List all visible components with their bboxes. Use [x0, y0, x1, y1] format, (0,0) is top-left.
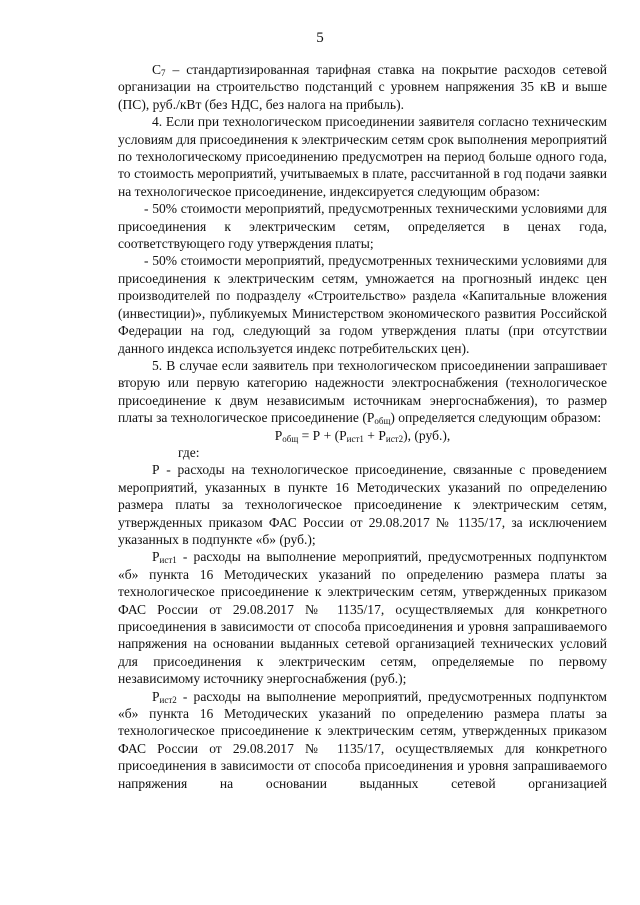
paragraph-item-4: 4. Если при технологическом присоединении заявителя согласно техническим условиям для присоединения к электрическим сетям срок выполнения мероприятий по технологическому присоединению предусмотрен на период больше одного года, то стоимость мероприятий, учитываемых в плате, рассчитанной в год подачи заявки на технологическое присоединение, индексируется следующим образом:: [118, 114, 607, 199]
formula-subscript-2: ист2: [385, 433, 404, 444]
p-ist2-subscript: ист2: [159, 694, 177, 705]
definition-p-ist2: [118, 688, 607, 792]
c7-text: – стандартизированная тарифная ставка на покрытие расходов сетевой организации на строительство подстанций с уровнем напряжения 35 кВ и выше (ПС), руб./кВт (без НДС, без налога на прибыль).: [118, 62, 607, 112]
p-ist2-symbol: Р: [152, 688, 160, 704]
where-label: где:: [178, 444, 200, 460]
formula-mid: = Р + (Р: [298, 427, 347, 443]
definition-p: Р - расходы на технологическое присоединение, связанные с проведением мероприятий, указанных в пункте 16 Методических указаний по определению размера платы за технологическое присоединение к электрическим сетям, утвержденных приказом ФАС России от 29.08.2017 № 1135/17, за исключением указанных в подпункте «б» (руб.);: [118, 462, 607, 547]
formula-tail: ), (руб.),: [403, 427, 451, 443]
p-ist2-text: - расходы на выполнение мероприятий, предусмотренных подпунктом «б» пункта 16 Методических указаний по определению размера платы за технологическое присоединение к электрическим сетям, утвержденных приказом ФАС России от 29.08.2017 № 1135/17, осуществляемых для конкретного присоединения в зависимости от способа присоединения и уровня запрашиваемого напряжения на основании выданных сетевой организацией: [118, 688, 607, 791]
paragraph-item-5: [118, 357, 607, 427]
formula: [118, 427, 607, 444]
definition-p-ist1: [118, 548, 607, 687]
item5-text-end: ) определяется следующим образом:: [390, 410, 602, 426]
formula-lhs: Р: [274, 427, 283, 443]
paragraph-item-4-bullet-2: - 50% стоимости мероприятий, предусмотренных техническими условиями для присоединения к электрическим сетям, умножается на прогнозный индекс цен производителей по подразделу «Строительство» раздела «Капитальные вложения (инвестиции)», публикуемых Министерством экономического развития Российской Федерации на год, следующий за годом утверждения платы (при отсутствии данного индекса используется индекс потребительских цен).: [118, 253, 607, 356]
item5-text: 5. В случае если заявитель при технологическом присоединении запрашивает вторую или первую категорию надежности электроснабжения (технологическое присоединение к двум независимым источникам энергоснабжения), то размер платы за технологическое присоединение (Р: [118, 357, 607, 426]
p-ist1-subscript: ист1: [159, 555, 177, 566]
document-body: [118, 61, 607, 792]
item5-subscript: общ: [374, 416, 391, 427]
p-ist1-symbol: Р: [152, 549, 160, 565]
paragraph-item-4-bullet-1: - 50% стоимости мероприятий, предусмотренных техническими условиями для присоединения к электрическим сетям, определяется в ценах года, соответствующего году утверждения платы;: [118, 201, 607, 252]
p-ist1-text: - расходы на выполнение мероприятий, предусмотренных подпунктом «б» пункта 16 Методических указаний по определению размера платы за технологическое присоединение к электрическим сетям, утвержденных приказом ФАС России от 29.08.2017 № 1135/17, осуществляемых для конкретного присоединения в зависимости от способа присоединения и уровня запрашиваемого напряжения на основании выданных сетевой организацией технических условий для присоединения к электрическим сетям, определяемые по первому независимому источнику энергоснабжения (руб.);: [118, 549, 607, 687]
formula-plus: + Р: [363, 427, 386, 443]
formula-lhs-subscript: общ: [282, 433, 299, 444]
c7-symbol: С: [152, 62, 162, 77]
formula-subscript-1: ист1: [346, 433, 364, 444]
page-number: 5: [316, 30, 324, 46]
c7-subscript: 7: [161, 68, 166, 78]
definition-c7: [118, 61, 607, 113]
